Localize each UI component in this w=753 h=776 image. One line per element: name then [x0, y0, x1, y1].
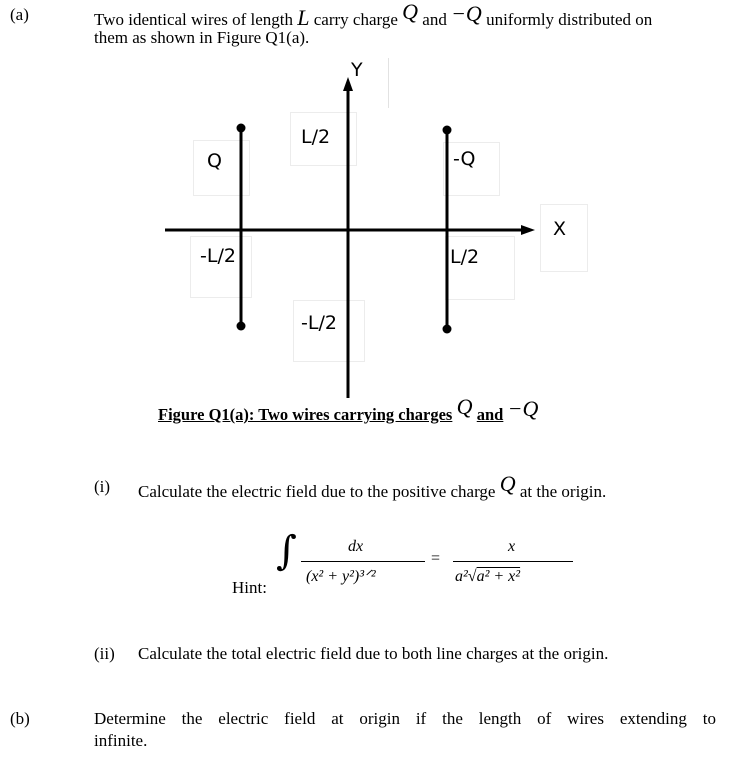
figure-caption-text: Figure Q1(a): Two wires carrying charges: [158, 405, 453, 424]
hint-fraction-bar-right: [453, 561, 573, 562]
right-x-label: L/2: [450, 246, 480, 268]
integral-sign: ∫: [276, 528, 297, 574]
left-wire-bottom-end: [237, 322, 246, 331]
hint-numerator-right: x: [508, 538, 516, 555]
left-wire-charge-label: Q: [207, 150, 222, 172]
hint-fraction-bar-left: [301, 561, 425, 562]
part-a-text-2: carry charge: [313, 10, 398, 29]
y-axis-label: Y: [351, 59, 363, 81]
caption-var-Q: Q: [456, 394, 473, 419]
hint-equals: =: [431, 550, 441, 567]
hint-denominator-right-root: a² + x²: [476, 568, 521, 585]
caption-var-neg-Q: −Q: [507, 396, 539, 421]
part-a-i-text: Calculate the electric field due to the positive charge: [138, 482, 496, 501]
var-Q: Q: [402, 0, 419, 24]
part-a-text-line-2: them as shown in Figure Q1(a).: [94, 28, 310, 47]
hint-denominator-left: (x² + y²)³ᐟ²: [306, 568, 376, 585]
part-a-ii-text: Calculate the total electric field due to both line charges at the origin.: [138, 644, 609, 663]
part-a-text-and: and: [422, 10, 447, 29]
right-wire-bottom-end: [443, 325, 452, 334]
part-a-i-var-Q: Q: [499, 471, 516, 496]
part-b-text-line-1: Determine the electric field at origin if the length of wires extending to: [94, 709, 716, 728]
hint-label: Hint:: [232, 578, 267, 597]
hint-denominator-right-a: a²: [455, 568, 468, 585]
top-length-label: L/2: [301, 126, 331, 148]
bottom-length-label: -L/2: [301, 312, 337, 334]
part-a-text-1: Two identical wires of length: [94, 10, 293, 29]
part-a-label: (a): [10, 5, 29, 24]
left-wire-top-end: [237, 124, 246, 133]
right-wire-top-end: [443, 126, 452, 135]
x-axis-label: X: [553, 218, 567, 240]
hint-numerator-left: dx: [348, 538, 364, 555]
var-neg-Q: −Q: [451, 1, 482, 26]
hint-denominator-right: a²√a² + x²: [455, 568, 521, 585]
caption-and: and: [476, 405, 504, 424]
figure-caption: [158, 394, 539, 426]
right-wire-charge-label: -Q: [453, 148, 476, 170]
var-L: L: [297, 5, 310, 30]
part-a-text-3: uniformly distributed on: [486, 10, 653, 29]
part-b-label: (b): [10, 709, 30, 728]
part-a-i-text-line: [138, 471, 607, 503]
left-x-label: -L/2: [200, 245, 236, 267]
part-b-text-line-2: infinite.: [94, 731, 148, 750]
x-axis-arrow: [521, 225, 535, 235]
part-a-i-text-end: at the origin.: [519, 482, 607, 501]
part-a-i-label: (i): [94, 477, 111, 496]
part-a-ii-label: (ii): [94, 644, 115, 663]
